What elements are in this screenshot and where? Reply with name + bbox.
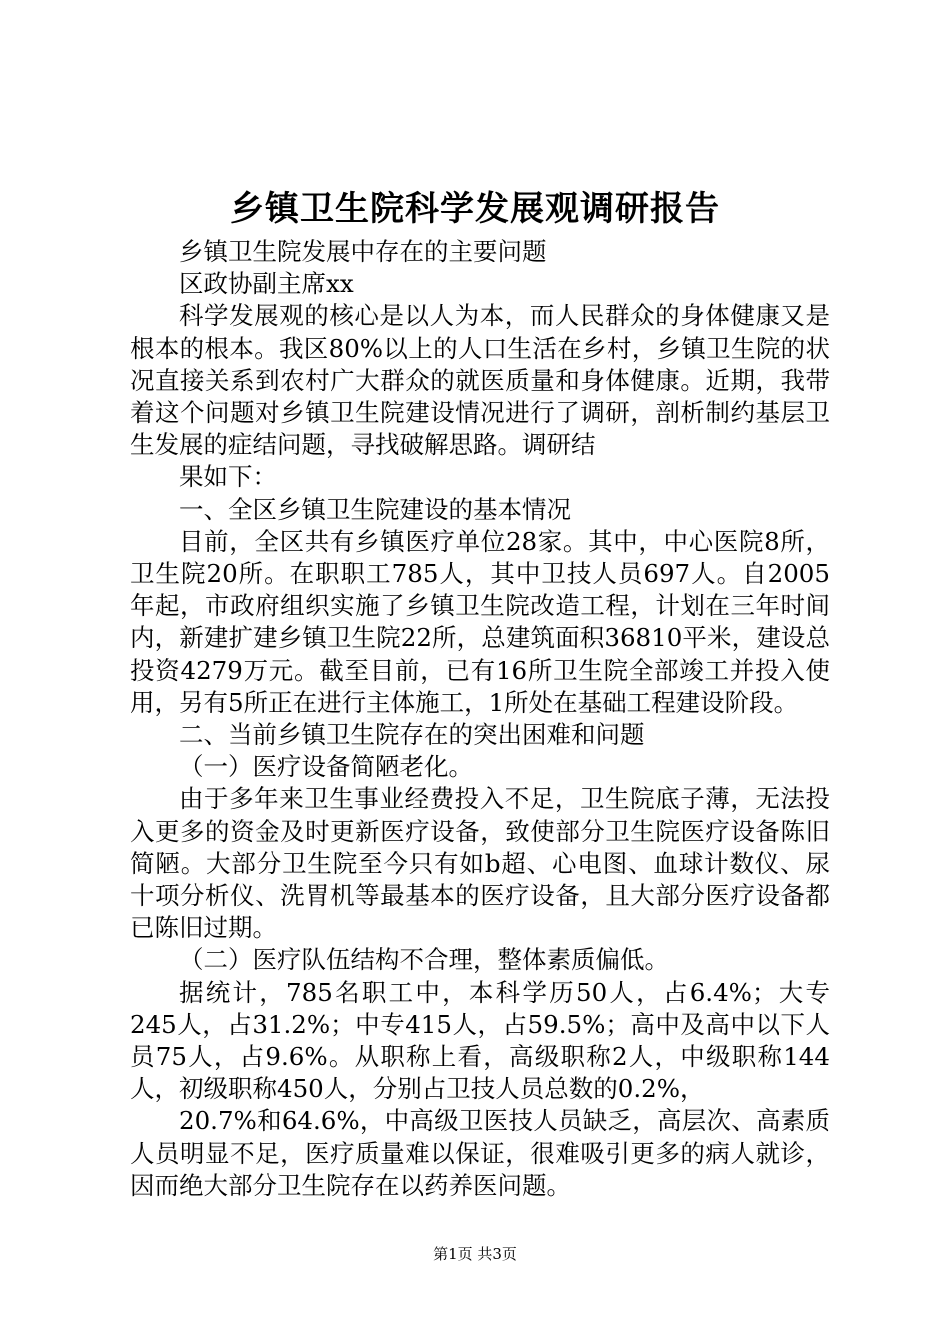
page-number-footer: 第1页 共3页 <box>433 1245 517 1263</box>
body-paragraph: 科学发展观的核心是以人为本，而人民群众的身体健康又是根本的根本。我区80%以上的人口生活在乡村，乡镇卫生院的状况直接关系到农村广大群众的就医质量和身体健康。近期，我带着这个问题对乡镇卫生院建设情况进行了调研，剖析制约基层卫生发展的症结问题，寻找破解思路。调研结 <box>130 301 830 460</box>
body-paragraph: 20.7%和64.6%，中高级卫医技人员缺乏，高层次、高素质人员明显不足，医疗质量难以保证，很难吸引更多的病人就诊，因而绝大部分卫生院存在以药养医问题。 <box>130 1106 830 1200</box>
body-paragraph: 果如下： <box>179 462 277 492</box>
body-paragraph: 目前，全区共有乡镇医疗单位28家。其中，中心医院8所，卫生院20所。在职职工785人，其中卫技人员697人。自2005年起，市政府组织实施了乡镇卫生院改造工程，计划在三年时间内，新建扩建乡镇卫生院22所，总建筑面积36810平米，建设总投资4279万元。截至目前，已有16所卫生院全部竣工并投入使用，另有5所正在进行主体施工，1所处在基础工程建设阶段。 <box>130 526 830 717</box>
subsection-heading: （一）医疗设备简陋老化。 <box>179 752 473 782</box>
section-heading: 二、当前乡镇卫生院存在的突出困难和问题 <box>179 720 645 750</box>
section-heading: 一、全区乡镇卫生院建设的基本情况 <box>179 494 571 524</box>
document-title: 乡镇卫生院科学发展观调研报告 <box>230 189 720 229</box>
body-paragraph: 据统计，785名职工中，本科学历50人，占6.4%；大专245人，占31.2%；中专415人，占59.5%；高中及高中以下人员75人，占9.6%。从职称上看，高级职称2人，中级职称144人，初级职称450人，分别占卫技人员总数的0.2%， <box>130 977 830 1104</box>
subsection-heading: （二）医疗队伍结构不合理，整体素质偏低。 <box>179 945 669 975</box>
body-paragraph: 由于多年来卫生事业经费投入不足，卫生院底子薄，无法投入更多的资金及时更新医疗设备，致使部分卫生院医疗设备陈旧简陋。大部分卫生院至今只有如b超、心电图、血球计数仪、尿十项分析仪、洗胃机等最基本的医疗设备，且大部分医疗设备都已陈旧过期。 <box>130 784 830 943</box>
subtitle-paragraph: 乡镇卫生院发展中存在的主要问题 <box>179 237 547 266</box>
document-body <box>130 236 830 1202</box>
author-line: 区政协副主席xx <box>179 269 354 299</box>
